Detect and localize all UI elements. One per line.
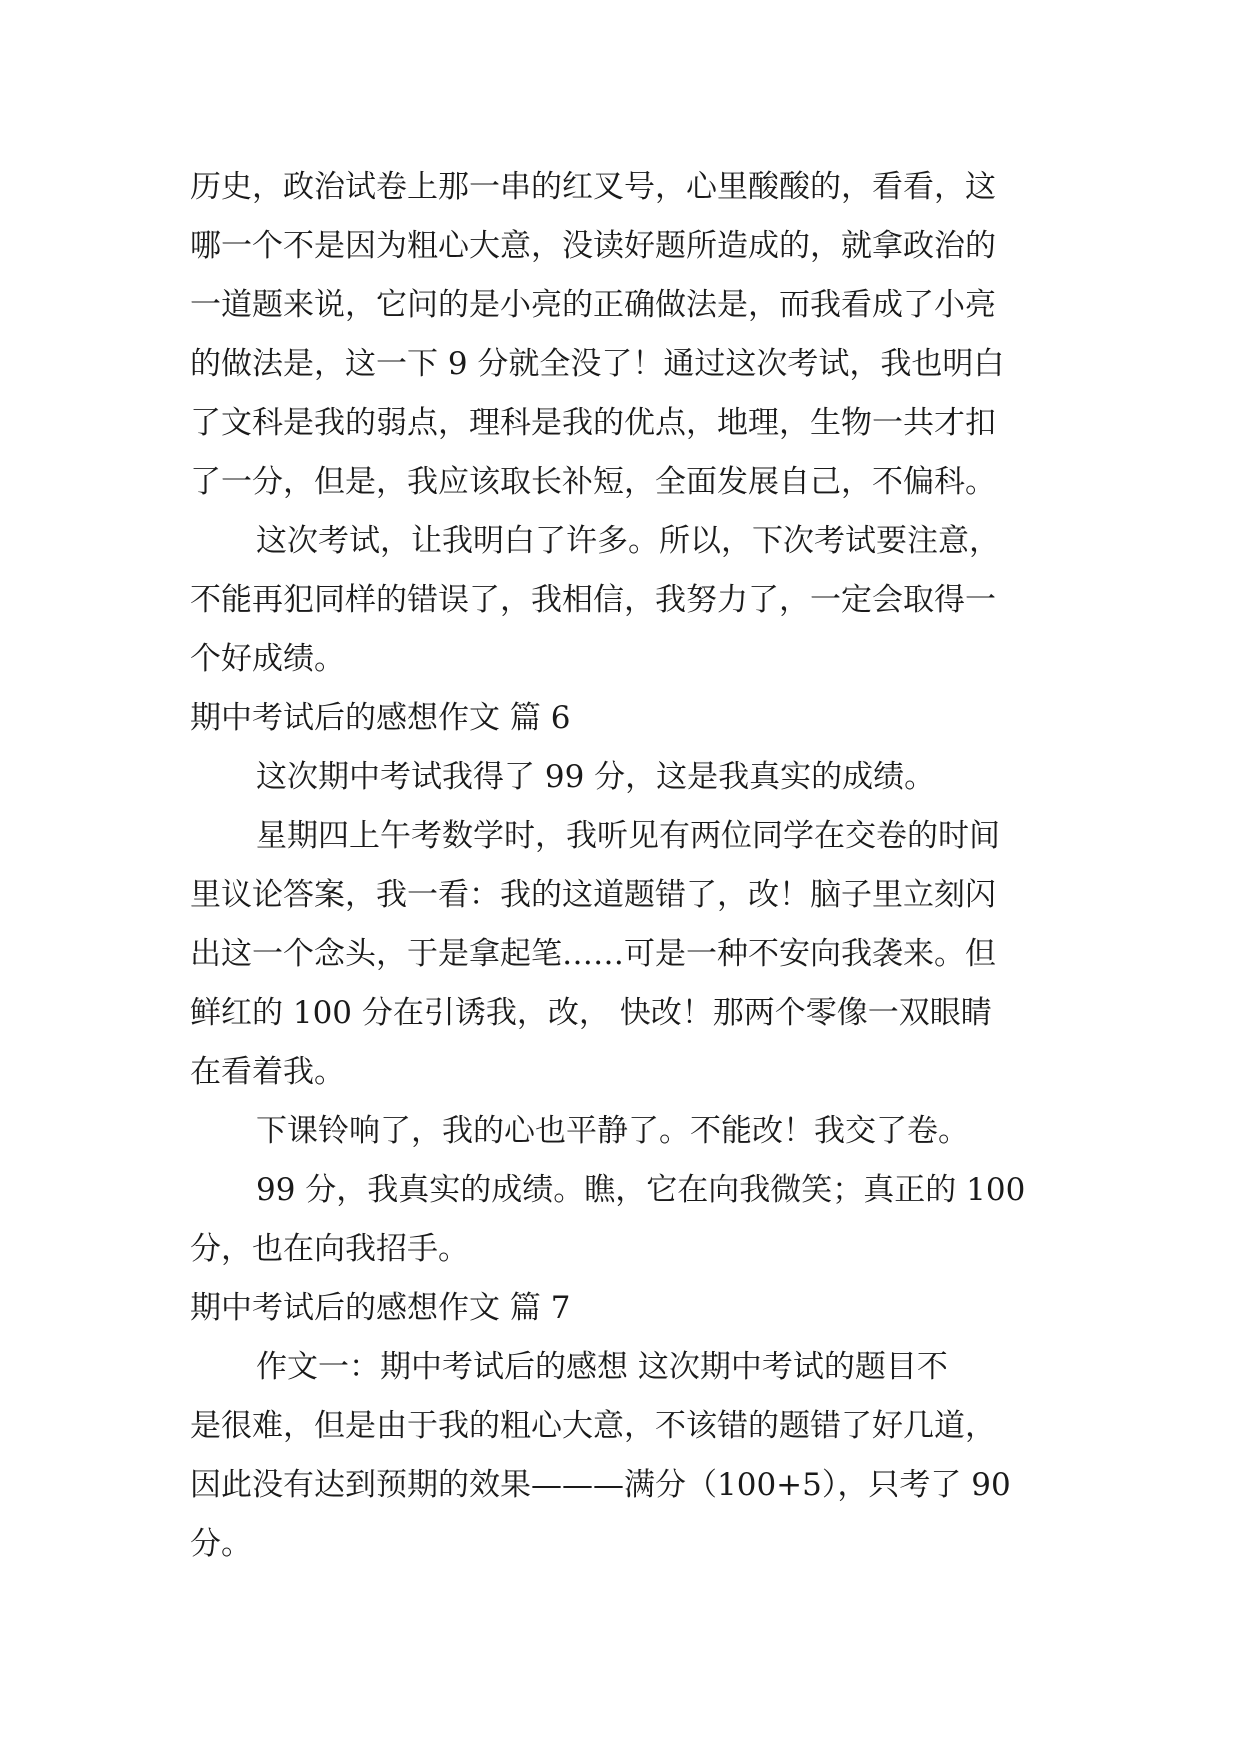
text-line: 分，也在向我招手。: [190, 1231, 469, 1267]
paragraph-start-line: 这次考试，让我明白了许多。所以，下次考试要注意，: [256, 523, 1000, 559]
paragraph-start-line: 99 分，我真实的成绩。瞧，它在向我微笑；真正的 100: [256, 1172, 1026, 1208]
text-line: 因此没有达到预期的效果———满分（100+5），只考了 90: [190, 1467, 1011, 1503]
text-line: 鲜红的 100 分在引诱我，改， 快改！那两个零像一双眼睛: [190, 995, 992, 1031]
text-line: 在看着我。: [190, 1054, 345, 1090]
text-line: 分。: [190, 1526, 252, 1562]
text-line: 个好成绩。: [190, 641, 345, 677]
text-line: 里议论答案，我一看：我的这道题错了，改！脑子里立刻闪: [190, 877, 996, 913]
section-heading: 期中考试后的感想作文 篇 6: [190, 700, 571, 736]
paragraph-start-line: 作文一：期中考试后的感想 这次期中考试的题目不: [256, 1349, 948, 1385]
text-line: 历史，政治试卷上那一串的红叉号，心里酸酸的，看看，这: [190, 169, 996, 205]
text-line: 是很难，但是由于我的粗心大意，不该错的题错了好几道，: [190, 1408, 996, 1444]
text-line: 哪一个不是因为粗心大意，没读好题所造成的，就拿政治的: [190, 228, 996, 264]
paragraph-start-line: 星期四上午考数学时，我听见有两位同学在交卷的时间: [256, 818, 1000, 854]
text-line: 出这一个念头，于是拿起笔……可是一种不安向我袭来。但: [190, 936, 996, 972]
text-line: 不能再犯同样的错误了，我相信，我努力了，一定会取得一: [190, 582, 996, 618]
text-line: 一道题来说，它问的是小亮的正确做法是，而我看成了小亮: [190, 287, 996, 323]
paragraph-start-line: 下课铃响了，我的心也平静了。不能改！我交了卷。: [256, 1113, 969, 1149]
section-heading: 期中考试后的感想作文 篇 7: [190, 1290, 571, 1326]
document-body: [190, 158, 1066, 1574]
text-line: 了一分，但是，我应该取长补短，全面发展自己，不偏科。: [190, 464, 996, 500]
text-line: 的做法是，这一下 9 分就全没了！通过这次考试，我也明白: [190, 346, 1005, 382]
paragraph-start-line: 这次期中考试我得了 99 分，这是我真实的成绩。: [256, 759, 936, 795]
text-line: 了文科是我的弱点，理科是我的优点，地理，生物一共才扣: [190, 405, 996, 441]
